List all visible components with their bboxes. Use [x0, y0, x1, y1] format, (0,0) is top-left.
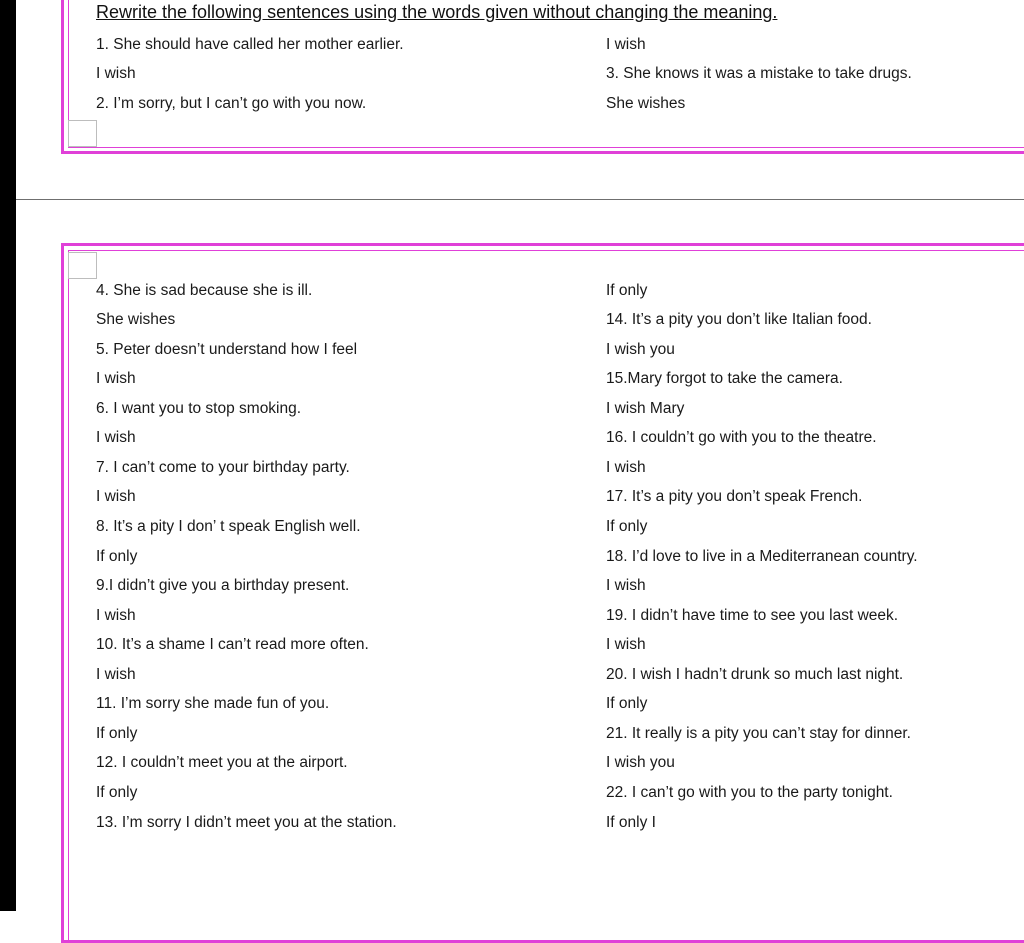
sentence-5: 5. Peter doesn’t understand how I feel [96, 341, 358, 358]
corner-mark-top [68, 120, 97, 147]
answer-prompt-6: I wish [96, 429, 136, 446]
answer-prompt-3: She wishes [606, 95, 686, 112]
sentence-11: 11. I’m sorry she made fun of you. [96, 695, 330, 712]
sentence-18: 18. I’d love to live in a Mediterranean country. [606, 548, 918, 565]
answer-prompt-8: If only [96, 548, 138, 565]
sentence-3: 3. She knows it was a mistake to take drugs. [606, 65, 912, 82]
sentence-19: 19. I didn’t have time to see you last week. [606, 607, 899, 624]
answer-prompt-2: I wish [606, 36, 646, 53]
answer-prompt-9: I wish [96, 607, 136, 624]
answer-prompt-1: I wish [96, 65, 136, 82]
sentence-2: 2. I’m sorry, but I can’t go with you now. [96, 95, 367, 112]
sentence-20: 20. I wish I hadn’t drunk so much last night. [606, 666, 904, 683]
answer-prompt-11: If only [96, 725, 138, 742]
answer-prompt-16: I wish [606, 459, 646, 476]
answer-prompt-13: If only [606, 282, 648, 299]
sentence-9: 9.I didn’t give you a birthday present. [96, 577, 350, 594]
sentence-14: 14. It’s a pity you don’t like Italian food. [606, 311, 872, 328]
sentence-8: 8. It’s a pity I don’ t speak English well. [96, 518, 361, 535]
sentence-1: 1. She should have called her mother earlier. [96, 36, 404, 53]
sentence-6: 6. I want you to stop smoking. [96, 400, 302, 417]
sentence-10: 10. It’s a shame I can’t read more often. [96, 636, 369, 653]
exercise-title: Rewrite the following sentences using the words given without changing the meaning. [96, 2, 778, 22]
sentence-17: 17. It’s a pity you don’t speak French. [606, 488, 863, 505]
answer-prompt-15: I wish Mary [606, 400, 685, 417]
sentence-22: 22. I can’t go with you to the party tonight. [606, 784, 893, 801]
sentence-13: 13. I’m sorry I didn’t meet you at the station. [96, 814, 397, 831]
page-separator [16, 199, 1024, 200]
corner-mark-bottom [68, 252, 97, 279]
answer-prompt-17: If only [606, 518, 648, 535]
sentence-7: 7. I can’t come to your birthday party. [96, 459, 350, 476]
left-edge-bar [0, 0, 16, 911]
answer-prompt-21: I wish you [606, 754, 675, 771]
sentence-12: 12. I couldn’t meet you at the airport. [96, 754, 348, 771]
answer-prompt-18: I wish [606, 577, 646, 594]
sentence-16: 16. I couldn’t go with you to the theatre. [606, 429, 877, 446]
answer-prompt-19: I wish [606, 636, 646, 653]
answer-prompt-4: She wishes [96, 311, 176, 328]
answer-prompt-22: If only I [606, 814, 656, 831]
sentence-4: 4. She is sad because she is ill. [96, 282, 313, 299]
answer-prompt-10: I wish [96, 666, 136, 683]
answer-prompt-14: I wish you [606, 341, 675, 358]
sentence-15: 15.Mary forgot to take the camera. [606, 370, 843, 387]
answer-prompt-20: If only [606, 695, 648, 712]
sentence-21: 21. It really is a pity you can’t stay for dinner. [606, 725, 911, 742]
answer-prompt-7: I wish [96, 488, 136, 505]
answer-prompt-5: I wish [96, 370, 136, 387]
answer-prompt-12: If only [96, 784, 138, 801]
